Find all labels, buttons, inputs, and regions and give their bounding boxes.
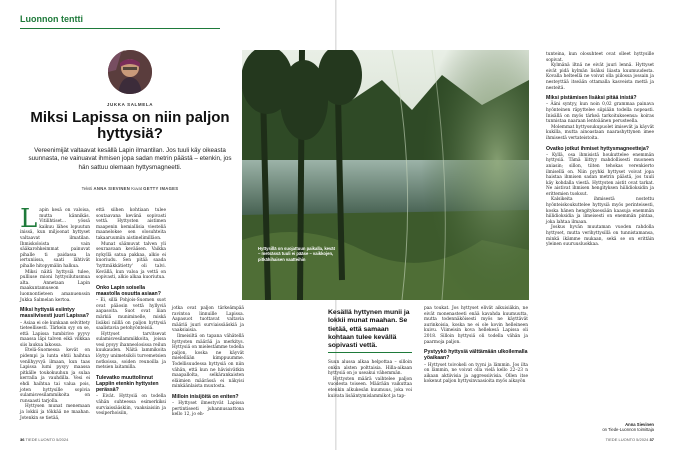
- credits-text-label: Teksti: [81, 186, 93, 191]
- paragraph: Molemmat hyttyssukupuolet imisevät ja käyvät kukilla, mutta ainoastaan naarashyttynen imee ihmisestä vertateistoita.: [546, 124, 654, 141]
- page-number-right: 37: [649, 437, 654, 442]
- answer-paragraph: – Ei, sillä Pohjois-Suomen suot ovat pääosin vettä hyllyviä aapasoita. Suot ovat liian märkiä muniminelle, miskä lisäksi niillä on paljon hyttysiä saalistavia petohyönteisiä.: [96, 298, 166, 332]
- paragraph: Munat säämuvat talven yli seuraavaan kevääsen. Vaikka nykyllä satua pakkaa, alkio ei kuoriudu. Sen pitää saada 'hyttmäkkätietty' oli talvi. Kevällä, kun valoa ja vettä on sopivasti, alkio alkaa kuoriutua.: [96, 241, 166, 281]
- paragraph: Kalsikeita ihmisestä nostettu hyönteiskoukuttelee hyttysiä myös perinteisesti, koska hänen hengityksessään kaasuja enemmän hiilidioksidia ja ilmeisesti on enemmän pintaa, joka lahtaa ilmaan.: [546, 197, 654, 225]
- paragraph: tunteina, kun olosuhteet ovat olleet hyttysille sopivat.: [546, 52, 654, 63]
- photo-image: [242, 50, 529, 300]
- credits-photo-label: Kuvat: [131, 186, 142, 191]
- headline: Miksi Lapissa on niin paljon hyttysiä?: [30, 109, 230, 142]
- question-heading: Miksi pistämisen lisäksi pitää inistä?: [546, 95, 637, 102]
- paragraph: Hyttysten määrä vaihtelee paljon vuodesta toiseen. Määrään vaikuttaa etenkin alkukesän kuumuus, joka voi kuivata lisääntymislammikot ja tap-: [328, 376, 412, 399]
- signature-role: on Tiede-Luonnon toimittaja: [602, 427, 654, 433]
- question-heading: Ovatko jotkut ihmiset hyttysmagneetteja?: [546, 145, 649, 152]
- answer-paragraph: – Hyttyset ilmestyvät Lapissa pertintiseeti juhannusaattona kello 12, jo eh-: [172, 401, 244, 418]
- question-heading: Pystyykö hyttysiä välttämään ulkoilemalla yöaikaan?: [424, 349, 528, 362]
- forest-lake-photo: [242, 50, 529, 300]
- credits-photo-name: GETTY IMAGES: [143, 186, 179, 191]
- author-name: JUKKA SALMELA: [106, 102, 154, 107]
- answer-paragraph: – Kyllä, osa ihmisistä houkuttelee enemmän hyttysiä. Tämä liittyy mahdollisesti muoneen aniasin; sillon, tiiten tehokas verenkierto ilmisellä on. Niin pyyhki hyttyset voivat jopa haistaa ihmisen sadan metrin päästä, jos tuuli käy kohdalla viestä. Hyttysten aistit ovat tarkat. Ne aistivat ihmisen hengityksen hiilidioksidin ja erittemien tuoksut.: [546, 152, 654, 197]
- pull-quote-rule: [328, 352, 412, 353]
- intro-paragraph: Lapin kesä on valoisa, mutta kännikäs. Vitilihtiset... yössä kaikuu lähes lopuutun inissä, kun miljoonat hyttyset valtaavat ilmatilan. Ihmiskoloista vain sääkarohkeimmat painuvat pihalle ti paidassa la iertuniissa, saati lähtivät pihalle hitopymälin halkua.: [20, 204, 90, 269]
- section-rule: [20, 28, 220, 29]
- answer-paragraph: – Asiaa ei ole kunkaan selvittety tieteellisesti. Tärkein syy on se, että Lapissa tumbirive pyyvy maassa läpi talven eikä vilkkaa siis laukua lakossa.: [20, 320, 90, 348]
- paragraph: Hyttysen munat menemaan ja lokkii ja tökkää ne maahan. Jotenkin se tietää,: [20, 404, 90, 421]
- portrait-image: [108, 50, 152, 94]
- signature-name: Anna Sievinen: [625, 422, 654, 427]
- drop-cap: L: [20, 204, 38, 234]
- credits-text-name: ANNA SIEVINEN: [93, 186, 131, 191]
- section-title: Luonnon tentti: [20, 14, 83, 24]
- footer-magazine-right: TIEDE LUONTO 5/2024: [605, 437, 649, 442]
- text-column-3: [172, 306, 244, 418]
- lead-paragraph: Vereenimijät valtaavat kesällä Lapin ilmantilan. Jos tuuli käy oikeasta suunnasta, ne vainuavat ihmisen jopa sadan metrin päästä – etenkin, jos hän sattuu olemaan hyttysmagneetti.: [28, 147, 232, 171]
- paragraph: Ilmeisiltä on tapana vähätellä hyttysten määrää ja merkitys. Hyttysiä on mielestämme todella paljon, koska ne käyvät mielellään kimppuumme. Todellisuudessa hyttysiä on niin vähän, että kun ne hävisivätkin maapallolta, selkärankaisten eläimien määrässä ei näkyisi minkäänlaista muutosta.: [172, 333, 244, 390]
- paragraph: Kylmänä iltnä ne eivät juuri lennä. Hyttyset eivät pidä kylmän lisäksi liiasta kuumuudesta. Kovalla helteellä ne voivat olla piilossa jossain ja nesteyttää itseään ottamalla kasveista mettä ja nesteitä.: [546, 63, 654, 91]
- pull-quote: Kesällä hyttynen munii ja lokkii munat maahan. Se tietää, että samaan kohtaan tulee kevällä sopivasti vettä.: [328, 309, 410, 350]
- paragraph: Hyttyset tarvitsevat sulamisvesilammikkoita, joissa vesi pysyy ihanneolosissa reilun kuukauden. Näitä lammikoita löytyy unimetsiköi turvemetsien notkoissa, soiden reunoilla ja metsien laitamilla.: [96, 331, 166, 371]
- question-heading: Tulevatko muuttolinnut Lappiin etenkin hyttysten perässä?: [96, 374, 159, 394]
- author-portrait: [108, 50, 152, 94]
- photo-caption: Hyttysillä on suojattuun paikalla, kevät – metsässä tuuli ei pääse – vaikkojen, pitkähihaisen vaatteihin: [258, 246, 336, 262]
- footer-left: [20, 437, 68, 442]
- paragraph: paa toukat. Jos hyttyset elivät aikuisiäkin, ne eivät monenasteeti enää kavahda kuumuutta, mutta todennäköisesti myös ne käyttävät aurinkoisia, koska ne ei ole kovin helleineen kuivu. Viimeisin kova hellekesä Lapissa oli 2018. Silloin hyttysiä oli todella vähän ja paarmoja paljon.: [424, 306, 528, 345]
- question-heading: Milloin inisijöitä on eniten?: [172, 393, 239, 400]
- footer-magazine-left: TIEDE LUONTO 5/2024: [25, 437, 69, 442]
- paragraph: jotka ovat paljon tärkeämpää ravintoa linnuille Lapissa. Aapasuot tuottavat valtavia määriä juuri surviaissääskiä ja vaaksiaisia.: [172, 306, 244, 334]
- answer-paragraph: – Hyttyset toivokeli on tyyni ja lämmin. Jos ilta on lämmin, ne voivat olla vielä kello 22–23 n aikaan aktiivisia ja aggressiivisia. Ollen itse kokenut paljon hyttysinvaasioita myös aikayön: [424, 362, 528, 385]
- question-heading: Miksi hyttysiä esiintyy massiivisesti juuri Lapissa?: [20, 307, 89, 320]
- page-number-left: 36: [20, 437, 25, 442]
- paragraph: Suun alussa alkaa helpottaa – silloin onkin alsten polttaisia. Hilla-aikaan hyttysiä on jo useakui vähemmän.: [328, 360, 412, 377]
- footer-right: [606, 437, 654, 442]
- text-column-1: [20, 204, 90, 421]
- paragraph: Miksi näitä hyttysiä tulee, pulliuse mioni hyttysilutusmua alta. Annetaan Lapin maakuntamuseon luonnontieteen amanuenssin Jukka Salmelan kertoa.: [20, 269, 90, 303]
- text-column-6: [546, 52, 654, 248]
- question-heading: Onko Lapin soisella maastolla osuutta asiaan?: [96, 284, 161, 297]
- text-column-2: [96, 208, 166, 417]
- text-column-5: [424, 306, 528, 385]
- text-column-4: [328, 360, 412, 399]
- paragraph: Etelä-Suomessa kevät on pidempi ja lunta ehtii haihtua venlihyyvyä ilmaan, kun taas Lapissa lumi pysyy maassa pitkälle toukokuuhun ja sulaa kerralla ja vauhdilla. Vesi ei ehdi haihtua tai valua pois, joten hyttysille sopivia sulamisvesilammikoita on runsaasti tarjolla.: [20, 348, 90, 404]
- author-signature: [558, 422, 654, 433]
- answer-paragraph: – Ääni syntyy, kun noin 0,02 grammaa painava hyönteinen räpyttelee siipiään todella nopeasti. Inisällä on myös tärkeä tarkoitukseensa: koiras tunnistaa naaraan lentoäänen perusteella.: [546, 102, 654, 125]
- paragraph: Joskus hyvän muutaman vuoden rahdolla hyttyset, mutta verihyttysillä on tunnistamansa, minkä ikämme mukaan, sekä se on erittäin yleinen suuruusluokkaa.: [546, 225, 654, 248]
- answer-paragraph: – Eivät. Hyttysiä on todella vähän suhteessa esimerkiksi surviaissääskiin, vaaksiaisiin ja vesiperhoisiin,: [96, 394, 166, 417]
- credits: [20, 186, 240, 191]
- paragraph: että siihen kohtiaan tulee soutaavana kevänä sopivasti vettä. Hyttysten aistimen maapenin kemiallisia viesteliä maanelokse sen olosuhteita takaaruumiin aistinelimilläon.: [96, 208, 166, 241]
